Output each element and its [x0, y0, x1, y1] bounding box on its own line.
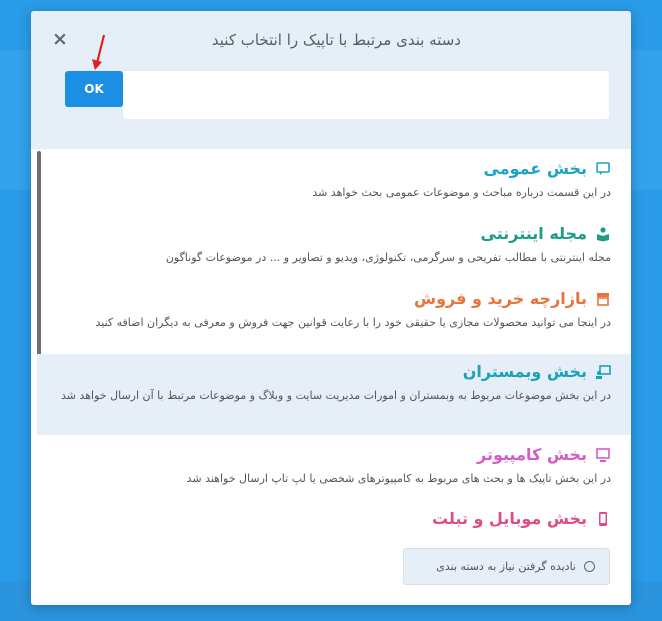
- category-title: بخش موبایل و تبلت: [431, 509, 587, 528]
- category-list[interactable]: [37, 149, 631, 537]
- chat-bubble-icon: [595, 161, 611, 177]
- category-description: در این بخش موضوعات مربوط به وبمستران و امورات مدیریت سایت و وبلاگ و موضوعات مرتبط با آن ارسال خواهد شد: [61, 389, 611, 402]
- category-description: در این قسمت درباره مباحث و موضوعات عمومی بحث خواهد شد: [312, 186, 611, 199]
- category-item-mobile[interactable]: [37, 509, 631, 537]
- category-title: بخش وبمستران: [462, 362, 587, 381]
- category-item-magazine[interactable]: [37, 224, 631, 282]
- ignore-category-label: نادیده گرفتن نیاز به دسته بندی: [436, 560, 576, 573]
- category-item-computer[interactable]: [37, 445, 631, 503]
- webmaster-board-icon: [595, 364, 611, 380]
- category-dialog: [31, 11, 631, 605]
- dialog-title: دسته بندی مرتبط با تاپیک را انتخاب کنید: [211, 31, 461, 49]
- dialog-header: [31, 11, 631, 149]
- category-search-input[interactable]: [123, 71, 609, 119]
- ignore-category-option[interactable]: [403, 548, 610, 585]
- radio-button[interactable]: [584, 561, 595, 572]
- category-title: بازارچه خرید و فروش: [414, 289, 587, 308]
- store-icon: [595, 291, 611, 307]
- category-item-market[interactable]: [37, 289, 631, 347]
- pointer-arrow-icon: [90, 33, 110, 71]
- category-title: بخش کامپیوتر: [477, 445, 587, 464]
- category-item-webmasters[interactable]: [37, 354, 631, 435]
- mobile-icon: [595, 511, 611, 527]
- close-button[interactable]: ×: [52, 28, 68, 50]
- category-description: مجله اینترنتی با مطالب تفریحی و سرگرمی، تکنولوژی، ویدیو و تصاویر و ... در موضوعات گوناگون: [165, 251, 611, 264]
- category-description: در اینجا می توانید محصولات مجازی یا حقیقی خود را با رعایت قوانین جهت فروش و معرفی به دیگران اضافه کنید: [95, 316, 611, 329]
- category-item-general[interactable]: [37, 159, 631, 217]
- category-title: مجله اینترنتی: [480, 224, 587, 243]
- book-reader-icon: [595, 226, 611, 242]
- category-title: بخش عمومی: [483, 159, 587, 178]
- category-description: در این بخش تاپیک ها و بحث های مربوط به کامپیوترهای شخصی یا لپ تاپ ارسال خواهند شد: [186, 472, 611, 485]
- ok-button[interactable]: OK: [65, 71, 123, 107]
- desktop-icon: [595, 447, 611, 463]
